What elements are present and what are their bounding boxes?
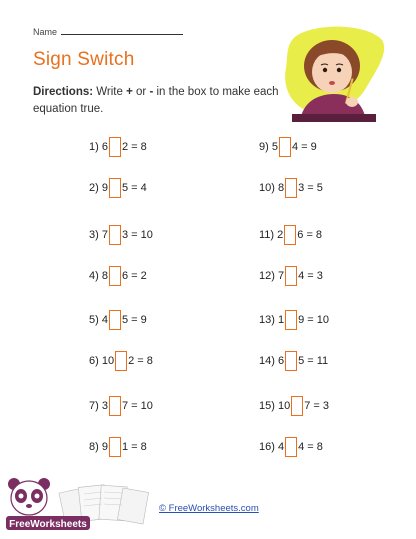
problem-label: 1) 6: [89, 141, 108, 153]
plus-sign: +: [126, 86, 133, 98]
problem-label: 11) 2: [259, 229, 284, 241]
logo-text: FreeWorksheets: [9, 519, 87, 530]
answer-box[interactable]: [285, 310, 297, 330]
problem-label: 12) 7: [259, 270, 285, 282]
problem-7: [89, 395, 153, 417]
problem-rest: 5 = 11: [298, 355, 329, 367]
problem-label: 5) 4: [89, 314, 108, 326]
problem-label: 15) 10: [259, 400, 291, 412]
answer-box[interactable]: [291, 396, 303, 416]
problem-label: 8) 9: [89, 441, 108, 453]
problem-label: 4) 8: [89, 270, 108, 282]
problem-15: [259, 395, 329, 417]
problem-label: 14) 6: [259, 355, 285, 367]
directions-label: Directions:: [33, 86, 94, 98]
problem-14: [259, 350, 328, 372]
problem-rest: 7 = 3: [304, 400, 329, 412]
problem-rest: 7 = 10: [121, 400, 153, 412]
problem-rest: 1 = 8: [121, 441, 147, 453]
problem-10: [259, 177, 323, 199]
problem-6: [89, 350, 153, 372]
problem-16: [259, 436, 323, 458]
problem-12: [259, 265, 323, 287]
answer-box[interactable]: [109, 225, 121, 245]
problem-label: 16) 4: [259, 441, 285, 453]
problem-rest: 3 = 5: [298, 182, 323, 194]
answer-box[interactable]: [285, 266, 297, 286]
problem-rest: 4 = 9: [291, 141, 317, 153]
answer-box[interactable]: [284, 225, 296, 245]
problem-13: [259, 309, 329, 331]
problem-label: 10) 8: [259, 182, 285, 194]
problem-label: 6) 10: [89, 355, 115, 367]
problem-2: [89, 177, 147, 199]
problem-4: [89, 265, 147, 287]
problem-8: [89, 436, 147, 458]
problem-5: [89, 309, 147, 331]
problem-rest: 5 = 4: [121, 182, 147, 194]
name-blank[interactable]: [61, 26, 183, 35]
worksheet-title: Sign Switch: [33, 49, 135, 70]
answer-box[interactable]: [285, 178, 297, 198]
name-label: Name: [33, 27, 58, 37]
directions-text-1: Write: [93, 86, 127, 98]
problem-9: [259, 136, 317, 158]
freeworksheets-logo: [4, 476, 154, 536]
answer-box[interactable]: [285, 351, 297, 371]
problem-3: [89, 224, 153, 246]
directions: [33, 84, 283, 118]
problem-label: 13) 1: [259, 314, 285, 326]
problem-label: 3) 7: [89, 229, 108, 241]
answer-box[interactable]: [109, 437, 121, 457]
problem-rest: 2 = 8: [121, 141, 147, 153]
answer-box[interactable]: [109, 310, 121, 330]
problem-rest: 6 = 2: [121, 270, 147, 282]
answer-box[interactable]: [109, 137, 121, 157]
problem-1: [89, 136, 147, 158]
problem-rest: 5 = 9: [121, 314, 147, 326]
problem-label: 2) 9: [89, 182, 108, 194]
minus-sign: -: [149, 86, 154, 98]
answer-box[interactable]: [115, 351, 127, 371]
name-line: [33, 26, 183, 37]
problem-label: 9) 5: [259, 141, 278, 153]
problem-rest: 3 = 10: [121, 229, 153, 241]
problem-rest: 2 = 8: [128, 355, 153, 367]
answer-box[interactable]: [285, 437, 297, 457]
problem-rest: 4 = 8: [298, 441, 323, 453]
problem-rest: 9 = 10: [298, 314, 329, 326]
problem-rest: 4 = 3: [298, 270, 323, 282]
answer-box[interactable]: [109, 396, 121, 416]
problem-label: 7) 3: [89, 400, 108, 412]
problem-rest: 6 = 8: [297, 229, 323, 241]
answer-box[interactable]: [279, 137, 291, 157]
freeworksheets-link[interactable]: © FreeWorksheets.com: [159, 503, 259, 514]
directions-text-3: in the box to make each equation true.: [33, 86, 279, 115]
directions-text-2: or: [132, 86, 150, 98]
problem-11: [259, 224, 322, 246]
answer-box[interactable]: [109, 266, 121, 286]
answer-box[interactable]: [109, 178, 121, 198]
thinking-girl-illustration: [278, 22, 388, 122]
